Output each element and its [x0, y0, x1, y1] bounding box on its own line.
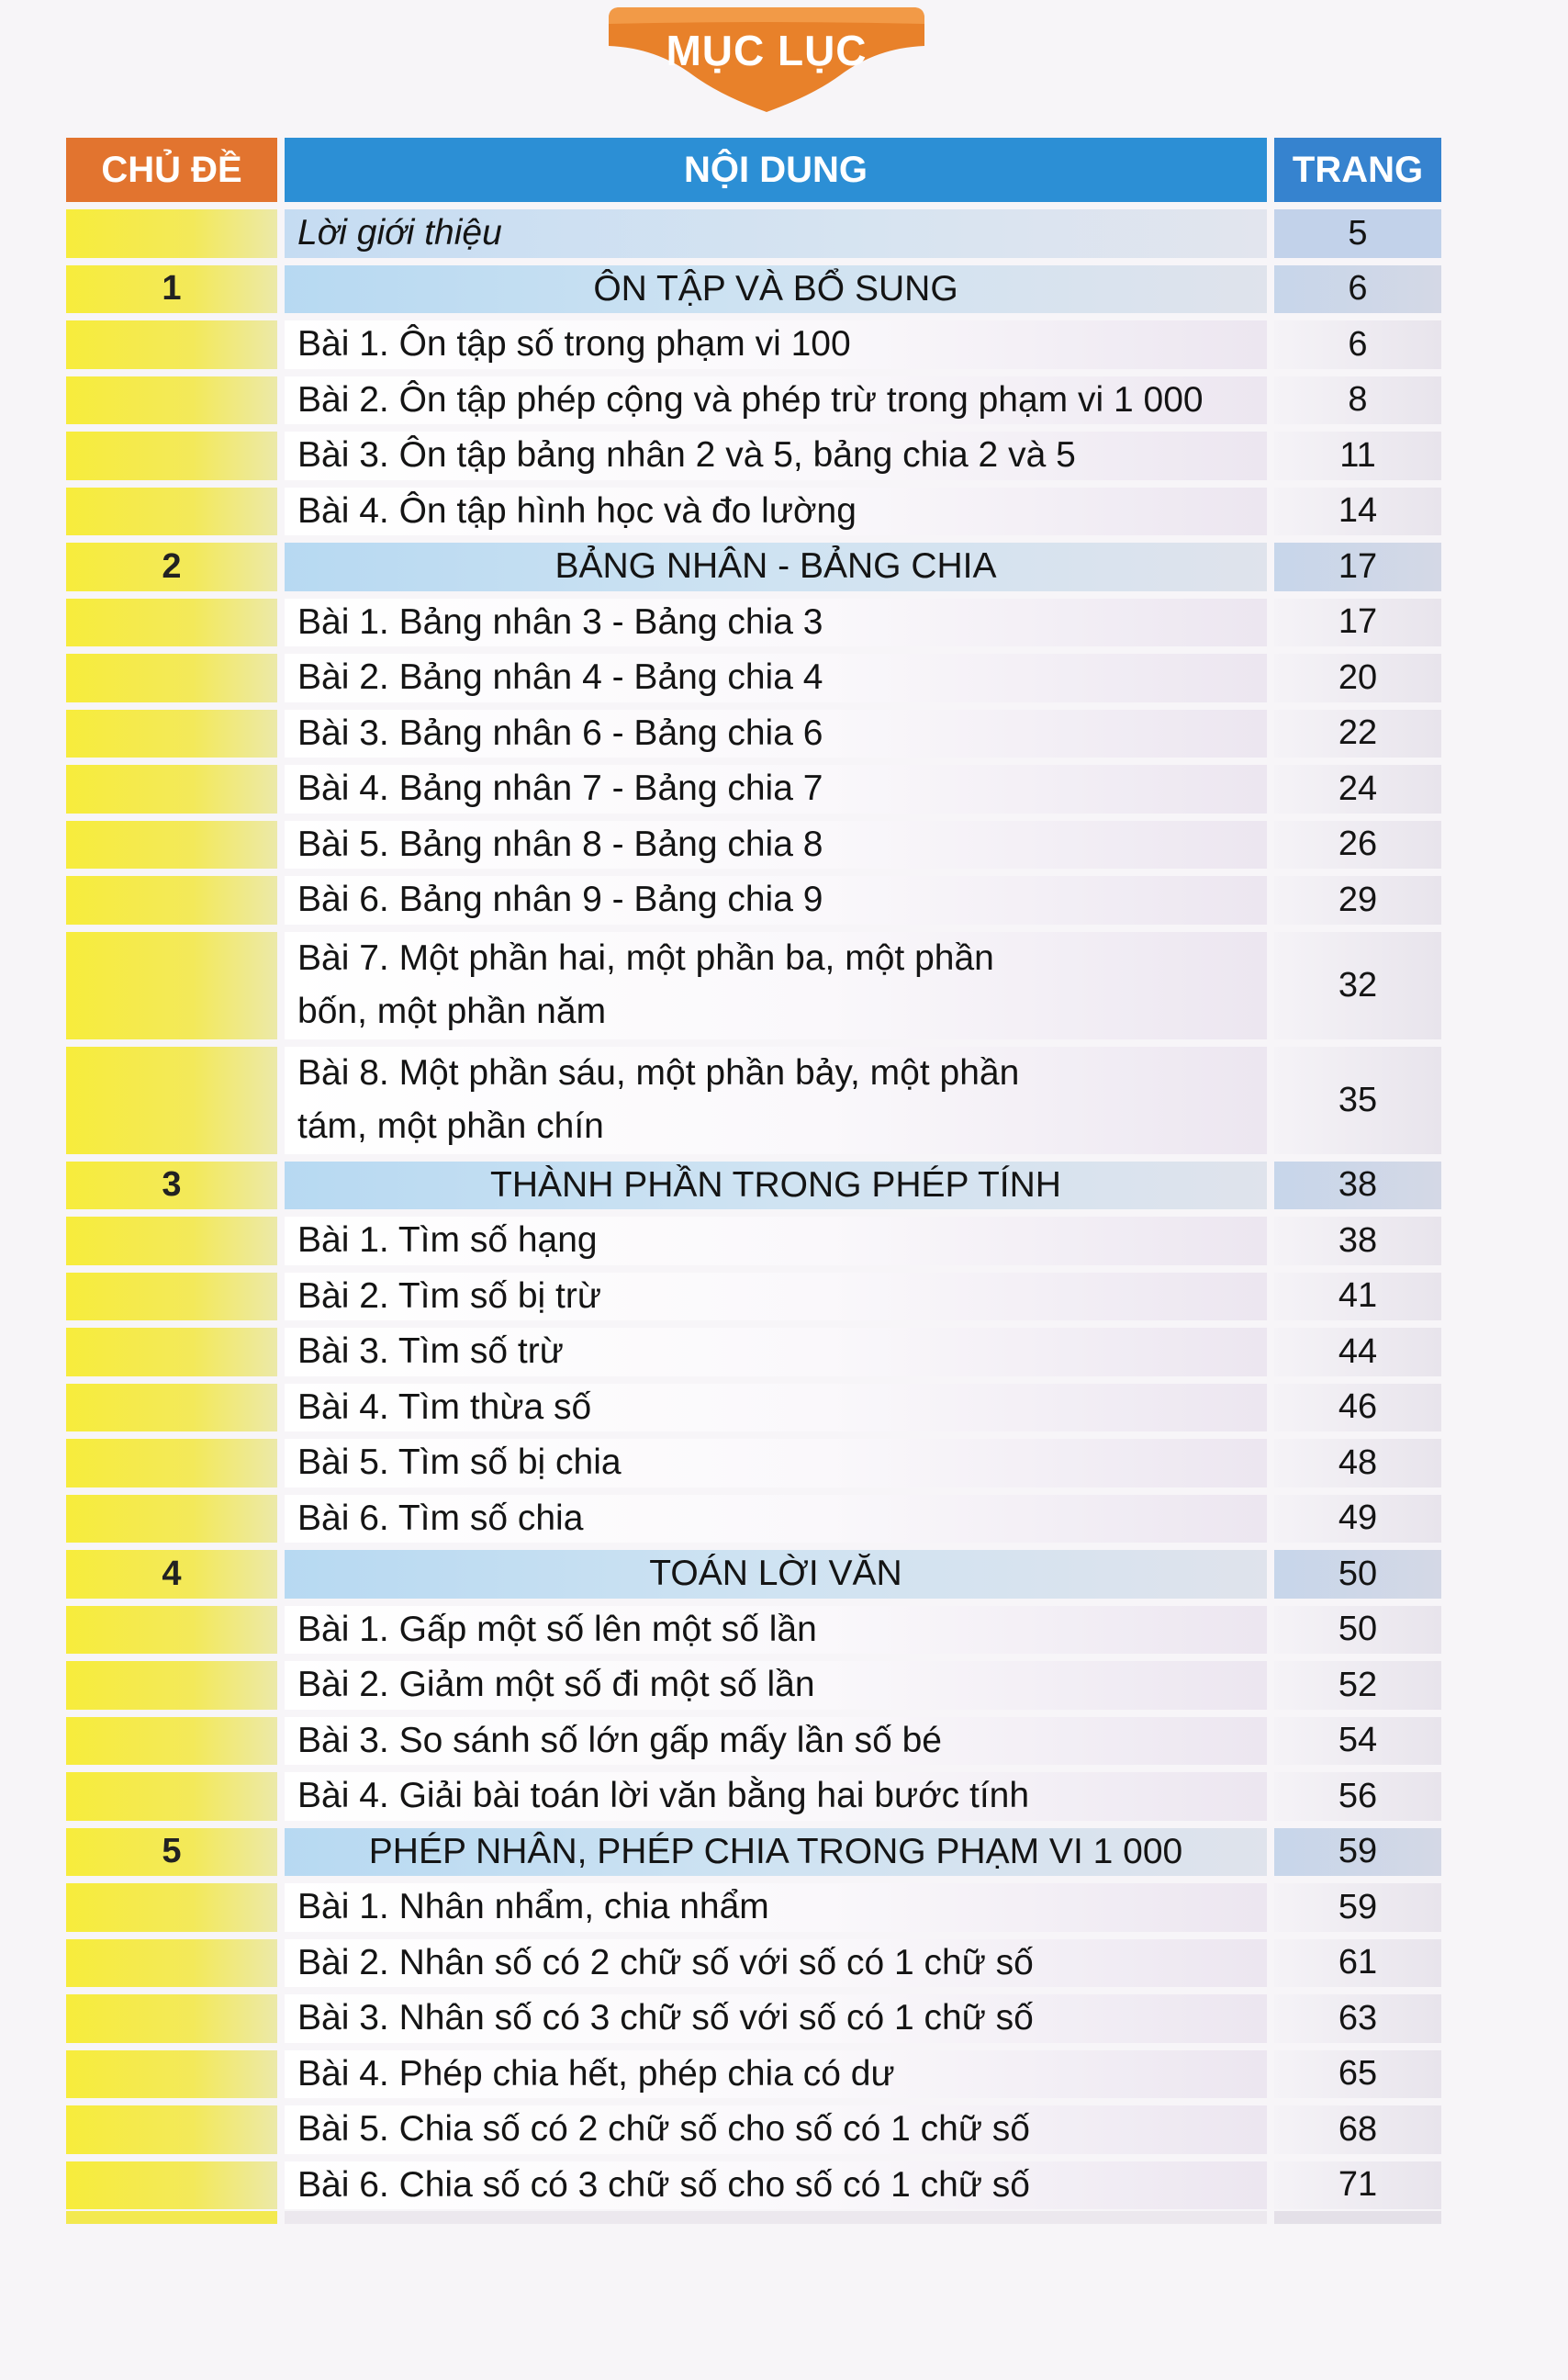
lesson-title: Bài 3. Tìm số trừ	[285, 1328, 1267, 1376]
page-number: 17	[1274, 543, 1441, 591]
lesson-title: Bài 6. Bảng nhân 9 - Bảng chia 9	[285, 876, 1267, 925]
section-title: THÀNH PHẦN TRONG PHÉP TÍNH	[285, 1162, 1267, 1210]
page-number: 71	[1274, 2161, 1441, 2210]
lesson-title: Bài 2. Bảng nhân 4 - Bảng chia 4	[285, 654, 1267, 702]
lesson-title: Bài 4. Ôn tập hình học và đo lường	[285, 488, 1267, 536]
topic-number	[66, 1328, 277, 1376]
page-title: MỤC LỤC	[666, 27, 868, 74]
page-number: 61	[1274, 1939, 1441, 1988]
topic-number	[66, 2161, 277, 2210]
topic-number	[66, 1273, 277, 1321]
toc-row	[66, 1439, 1441, 1488]
toc-section-row	[66, 543, 1441, 591]
topic-number	[66, 320, 277, 369]
toc-section-row	[66, 265, 1441, 314]
toc-row	[66, 1772, 1441, 1821]
toc-row	[66, 1883, 1441, 1932]
lesson-title: Bài 2. Nhân số có 2 chữ số với số có 1 chữ số	[285, 1939, 1267, 1988]
topic-number	[66, 1384, 277, 1432]
section-title: ÔN TẬP VÀ BỔ SUNG	[285, 265, 1267, 314]
page-number: 56	[1274, 1772, 1441, 1821]
topic-number	[66, 376, 277, 425]
page-number: 48	[1274, 1439, 1441, 1488]
header-topic: CHỦ ĐỀ	[66, 138, 277, 202]
topic-number	[66, 876, 277, 925]
toc-row	[66, 1495, 1441, 1544]
page-number: 54	[1274, 1717, 1441, 1766]
page-number: 68	[1274, 2105, 1441, 2154]
page-number: 6	[1274, 265, 1441, 314]
topic-number	[66, 932, 277, 1039]
toc-row	[66, 1994, 1441, 2043]
page-number: 24	[1274, 765, 1441, 814]
toc-row	[66, 932, 1441, 1039]
section-title: PHÉP NHÂN, PHÉP CHIA TRONG PHẠM VI 1 000	[285, 1828, 1267, 1877]
topic-number	[66, 1772, 277, 1821]
toc-row	[66, 1047, 1441, 1154]
page-number: 38	[1274, 1217, 1441, 1265]
lesson-title: Bài 6. Tìm số chia	[285, 1495, 1267, 1544]
topic-number	[66, 1883, 277, 1932]
lesson-title: Bài 1. Tìm số hạng	[285, 1217, 1267, 1265]
topic-number: 5	[66, 1828, 277, 1877]
toc-row	[66, 1328, 1441, 1376]
lesson-title: Bài 8. Một phần sáu, một phần bảy, một phần tám, một phần chín	[285, 1047, 1267, 1154]
lesson-title: Bài 2. Ôn tập phép cộng và phép trừ trong phạm vi 1 000	[285, 376, 1267, 425]
toc-row	[66, 1273, 1441, 1321]
page-number: 32	[1274, 932, 1441, 1039]
lesson-title: Bài 2. Giảm một số đi một số lần	[285, 1661, 1267, 1710]
page-number: 8	[1274, 376, 1441, 425]
toc-row	[66, 488, 1441, 536]
page-number: 6	[1274, 320, 1441, 369]
lesson-title: Bài 1. Gấp một số lên một số lần	[285, 1606, 1267, 1655]
lesson-title: Bài 4. Tìm thừa số	[285, 1384, 1267, 1432]
topic-number	[66, 1661, 277, 1710]
page-number: 46	[1274, 1384, 1441, 1432]
toc-row	[66, 1217, 1441, 1265]
toc-row	[66, 599, 1441, 647]
toc-rows	[66, 209, 1441, 2209]
lesson-title: Bài 6. Chia số có 3 chữ số cho số có 1 chữ số	[285, 2161, 1267, 2210]
toc-row	[66, 1661, 1441, 1710]
topic-number	[66, 654, 277, 702]
topic-number	[66, 821, 277, 870]
topic-number: 3	[66, 1162, 277, 1210]
topic-number	[66, 1717, 277, 1766]
toc-row	[66, 376, 1441, 425]
topic-number: 1	[66, 265, 277, 314]
lesson-title: Bài 7. Một phần hai, một phần ba, một phần bốn, một phần năm	[285, 932, 1267, 1039]
page-number: 11	[1274, 432, 1441, 480]
page-number: 38	[1274, 1162, 1441, 1210]
page-number: 63	[1274, 1994, 1441, 2043]
page-number: 65	[1274, 2050, 1441, 2099]
toc-section-row	[66, 1550, 1441, 1599]
title-banner	[601, 0, 932, 119]
toc-row	[66, 1384, 1441, 1432]
toc-row	[66, 654, 1441, 702]
lesson-title: Bài 5. Bảng nhân 8 - Bảng chia 8	[285, 821, 1267, 870]
section-title: TOÁN LỜI VĂN	[285, 1550, 1267, 1599]
lesson-title: Bài 4. Bảng nhân 7 - Bảng chia 7	[285, 765, 1267, 814]
toc-section-row	[66, 1828, 1441, 1877]
toc-row	[66, 2050, 1441, 2099]
lesson-title: Bài 3. Ôn tập bảng nhân 2 và 5, bảng chia 2 và 5	[285, 432, 1267, 480]
page-number: 5	[1274, 209, 1441, 258]
toc-row	[66, 2105, 1441, 2154]
toc-row	[66, 765, 1441, 814]
topic-number	[66, 209, 277, 258]
section-title: BẢNG NHÂN - BẢNG CHIA	[285, 543, 1267, 591]
lesson-title: Bài 3. So sánh số lớn gấp mấy lần số bé	[285, 1717, 1267, 1766]
toc-row	[66, 876, 1441, 925]
toc-row	[66, 710, 1441, 758]
lesson-title: Bài 4. Giải bài toán lời văn bằng hai bước tính	[285, 1772, 1267, 1821]
lesson-title: Bài 5. Chia số có 2 chữ số cho số có 1 chữ số	[285, 2105, 1267, 2154]
topic-number	[66, 488, 277, 536]
toc-row	[66, 432, 1441, 480]
page-number: 14	[1274, 488, 1441, 536]
topic-number	[66, 1439, 277, 1488]
topic-number: 2	[66, 543, 277, 591]
toc-row	[66, 821, 1441, 870]
topic-number	[66, 2105, 277, 2154]
lesson-title: Bài 5. Tìm số bị chia	[285, 1439, 1267, 1488]
toc-row	[66, 1606, 1441, 1655]
table-bottom-edge	[66, 2211, 1441, 2224]
topic-number	[66, 1606, 277, 1655]
page-number: 50	[1274, 1550, 1441, 1599]
page-number: 35	[1274, 1047, 1441, 1154]
page-number: 49	[1274, 1495, 1441, 1544]
page-number: 26	[1274, 821, 1441, 870]
page-number: 41	[1274, 1273, 1441, 1321]
topic-number	[66, 1994, 277, 2043]
topic-number	[66, 1939, 277, 1988]
topic-number	[66, 765, 277, 814]
lesson-title: Bài 2. Tìm số bị trừ	[285, 1273, 1267, 1321]
page-number: 22	[1274, 710, 1441, 758]
intro-title: Lời giới thiệu	[285, 209, 1267, 258]
topic-number: 4	[66, 1550, 277, 1599]
header-page: TRANG	[1274, 138, 1441, 202]
topic-number	[66, 1047, 277, 1154]
page-number: 50	[1274, 1606, 1441, 1655]
lesson-title: Bài 4. Phép chia hết, phép chia có dư	[285, 2050, 1267, 2099]
page-number: 59	[1274, 1828, 1441, 1877]
lesson-title: Bài 1. Bảng nhân 3 - Bảng chia 3	[285, 599, 1267, 647]
page-number: 29	[1274, 876, 1441, 925]
topic-number	[66, 1495, 277, 1544]
page-number: 20	[1274, 654, 1441, 702]
lesson-title: Bài 3. Bảng nhân 6 - Bảng chia 6	[285, 710, 1267, 758]
page-number: 17	[1274, 599, 1441, 647]
topic-number	[66, 599, 277, 647]
toc-row	[66, 1939, 1441, 1988]
toc-row	[66, 209, 1441, 258]
toc-row	[66, 1717, 1441, 1766]
toc-row	[66, 2161, 1441, 2210]
page-number: 52	[1274, 1661, 1441, 1710]
page-number: 44	[1274, 1328, 1441, 1376]
lesson-title: Bài 1. Nhân nhẩm, chia nhẩm	[285, 1883, 1267, 1932]
toc-header	[66, 138, 1441, 202]
lesson-title: Bài 3. Nhân số có 3 chữ số với số có 1 chữ số	[285, 1994, 1267, 2043]
toc-row	[66, 320, 1441, 369]
topic-number	[66, 2050, 277, 2099]
table-of-contents	[66, 138, 1441, 2209]
lesson-title: Bài 1. Ôn tập số trong phạm vi 100	[285, 320, 1267, 369]
topic-number	[66, 710, 277, 758]
toc-section-row	[66, 1162, 1441, 1210]
topic-number	[66, 432, 277, 480]
header-content: NỘI DUNG	[285, 138, 1267, 202]
topic-number	[66, 1217, 277, 1265]
page-number: 59	[1274, 1883, 1441, 1932]
